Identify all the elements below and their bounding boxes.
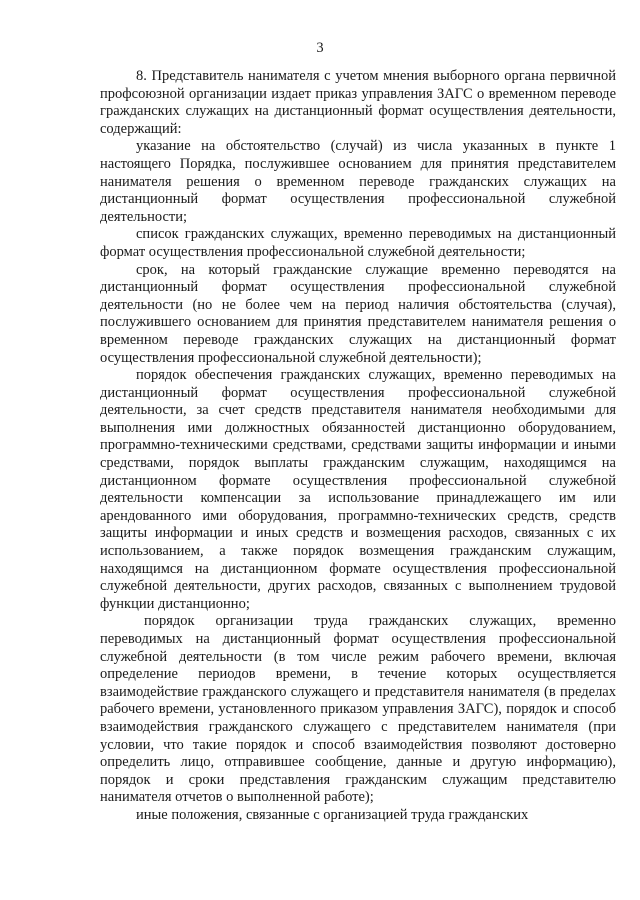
paragraph-other-provisions: иные положения, связанные с организацией труда гражданских	[136, 806, 529, 823]
paragraph-circumstance: указание на обстоятельство (случай) из числа указанных в пункте 1 настоящего Порядка, послужившее основанием для принятия представителем нанимателя решения о временном переводе гражданских служащих на дистанционный формат осуществления профессиональной служебной деятельности;	[100, 138, 616, 225]
paragraph-equipment-provision: порядок обеспечения гражданских служащих, временно переводимых на дистанционный формат осуществления профессиональной служебной деятельности, за счет средств представителя нанимателя необходимыми для выполнения ими должностных обязанностей дистанционно оборудованием, программно-техническими средствами, средствами защиты информации и иными средствами, порядок выплаты гражданским служащим, находящимся на дистанционном формате осуществления профессиональной служебной деятельности компенсации за использование принадлежащего им или арендованного ими оборудования, программно-технических средств, средств защиты информации и иных средств и возмещения расходов, связанных с их использованием, а также порядок возмещения гражданским служащим, находящимся на дистанционном формате осуществления профессиональной служебной деятельности, других расходов, связанных с выполнением трудовой функции дистанционно;	[100, 367, 616, 612]
document-body	[100, 68, 616, 825]
paragraph-work-organization: порядок организации труда гражданских служащих, временно переводимых на дистанционный формат осуществления профессиональной служебной деятельности (в том числе режим рабочего времени, включая определение периодов времени, в течение которых осуществляется взаимодействие гражданского служащего и представителя нанимателя (в пределах рабочего времени, установленного приказом управления ЗАГС), порядок и способ взаимодействия гражданского служащего с представителем нанимателя (при условии, что такие порядок и способ взаимодействия позволяют достоверно определить лицо, отправившее сообщение, данные и другую информацию), порядок и сроки представления гражданским служащим представителю нанимателя отчетов о выполненной работе);	[100, 613, 616, 806]
paragraph-employee-list: список гражданских служащих, временно переводимых на дистанционный формат осуществления профессиональной служебной деятельности;	[100, 226, 616, 260]
paragraph-term: срок, на который гражданские служащие временно переводятся на дистанционный формат осуществления профессиональной служебной деятельности (но не более чем на период наличия обстоятельства (случая), послужившего основанием для принятия представителем нанимателя решения о временном переводе гражданских служащих на дистанционный формат осуществления профессиональной служебной деятельности);	[100, 261, 616, 366]
page-number: 3	[316, 40, 324, 56]
paragraph-item-8: 8. Представитель нанимателя с учетом мнения выборного органа первичной профсоюзной организации издает приказ управления ЗАГС о временном переводе гражданских служащих на дистанционный формат осуществления деятельности, содержащий:	[100, 68, 616, 137]
